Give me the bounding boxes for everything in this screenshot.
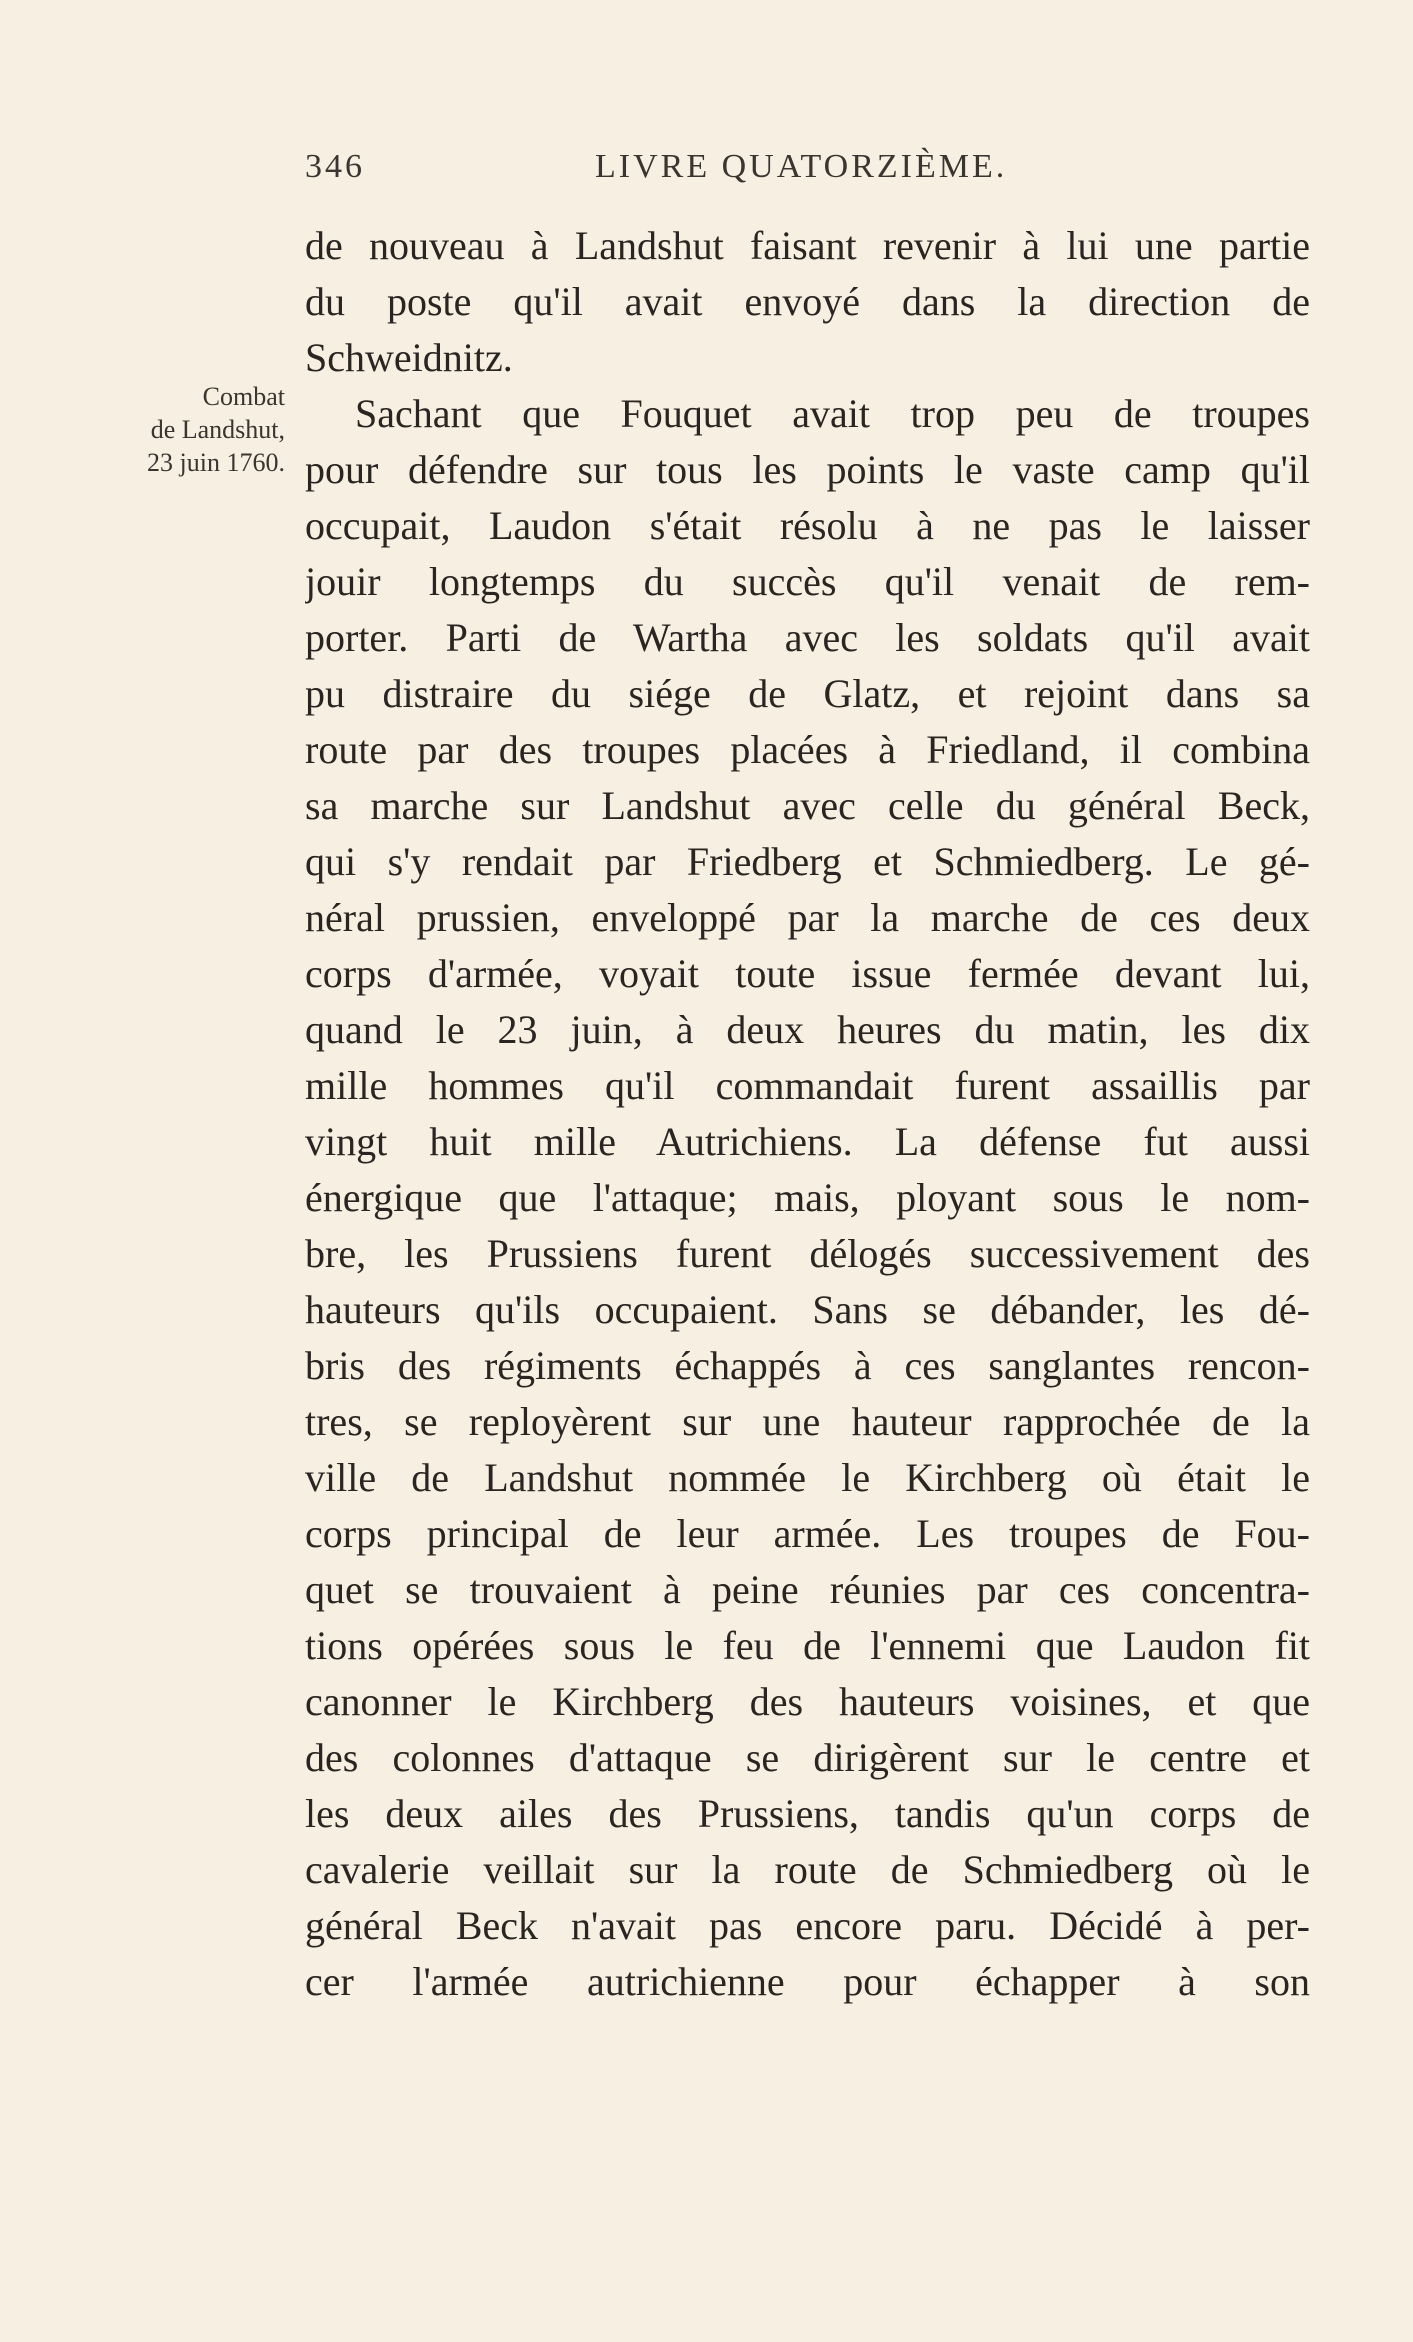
text-line: corps d'armée, voyait toute issue fermée devant lui,: [305, 951, 1310, 996]
text-line: tres, se reployèrent sur une hauteur rapprochée de la: [305, 1399, 1310, 1444]
text-line: sa marche sur Landshut avec celle du général Beck,: [305, 783, 1310, 828]
text-line: quet se trouvaient à peine réunies par ces concentra-: [305, 1567, 1310, 1612]
text-line: les deux ailes des Prussiens, tandis qu'un corps de: [305, 1791, 1310, 1836]
text-line: bris des régiments échappés à ces sanglantes rencon-: [305, 1343, 1310, 1388]
text-line: jouir longtemps du succès qu'il venait de rem-: [305, 559, 1310, 604]
margin-note-line: de Landshut,: [150, 415, 285, 444]
text-line: bre, les Prussiens furent délogés successivement des: [305, 1231, 1310, 1276]
text-line: général Beck n'avait pas encore paru. Décidé à per-: [305, 1903, 1310, 1948]
margin-note-line: 23 juin 1760.: [147, 448, 285, 477]
margin-note-line: Combat: [202, 382, 285, 411]
text-line: vingt huit mille Autrichiens. La défense fut aussi: [305, 1119, 1310, 1164]
text-line: Sachant que Fouquet avait trop peu de troupes: [355, 391, 1310, 436]
text-line: des colonnes d'attaque se dirigèrent sur le centre et: [305, 1735, 1310, 1780]
text-line: quand le 23 juin, à deux heures du matin, les dix: [305, 1007, 1310, 1052]
text-line: néral prussien, enveloppé par la marche de ces deux: [305, 895, 1310, 940]
text-line: du poste qu'il avait envoyé dans la direction de: [305, 279, 1310, 324]
text-line: mille hommes qu'il commandait furent assaillis par: [305, 1063, 1310, 1108]
text-line: Schweidnitz.: [305, 335, 513, 380]
body-text: [305, 218, 1310, 2010]
text-line: qui s'y rendait par Friedberg et Schmiedberg. Le gé-: [305, 839, 1310, 884]
text-line: cer l'armée autrichienne pour échapper à son: [305, 1959, 1310, 2004]
text-line: tions opérées sous le feu de l'ennemi que Laudon fit: [305, 1623, 1310, 1668]
text-line: occupait, Laudon s'était résolu à ne pas le laisser: [305, 503, 1310, 548]
text-line: ville de Landshut nommée le Kirchberg où était le: [305, 1455, 1310, 1500]
page-number: 346: [305, 148, 365, 185]
text-line: canonner le Kirchberg des hauteurs voisines, et que: [305, 1679, 1310, 1724]
book-part-title: LIVRE QUATORZIÈME.: [595, 148, 1008, 185]
text-line: corps principal de leur armée. Les troupes de Fou-: [305, 1511, 1310, 1556]
text-line: porter. Parti de Wartha avec les soldats qu'il avait: [305, 615, 1310, 660]
running-head: [305, 148, 1015, 198]
text-line: cavalerie veillait sur la route de Schmiedberg où le: [305, 1847, 1310, 1892]
text-line: route par des troupes placées à Friedland, il combina: [305, 727, 1310, 772]
text-line: énergique que l'attaque; mais, ployant sous le nom-: [305, 1175, 1310, 1220]
margin-note: [85, 380, 285, 479]
text-line: hauteurs qu'ils occupaient. Sans se débander, les dé-: [305, 1287, 1310, 1332]
text-line: pour défendre sur tous les points le vaste camp qu'il: [305, 447, 1310, 492]
text-line: de nouveau à Landshut faisant revenir à lui une partie: [305, 223, 1310, 268]
text-line: pu distraire du siége de Glatz, et rejoint dans sa: [305, 671, 1310, 716]
